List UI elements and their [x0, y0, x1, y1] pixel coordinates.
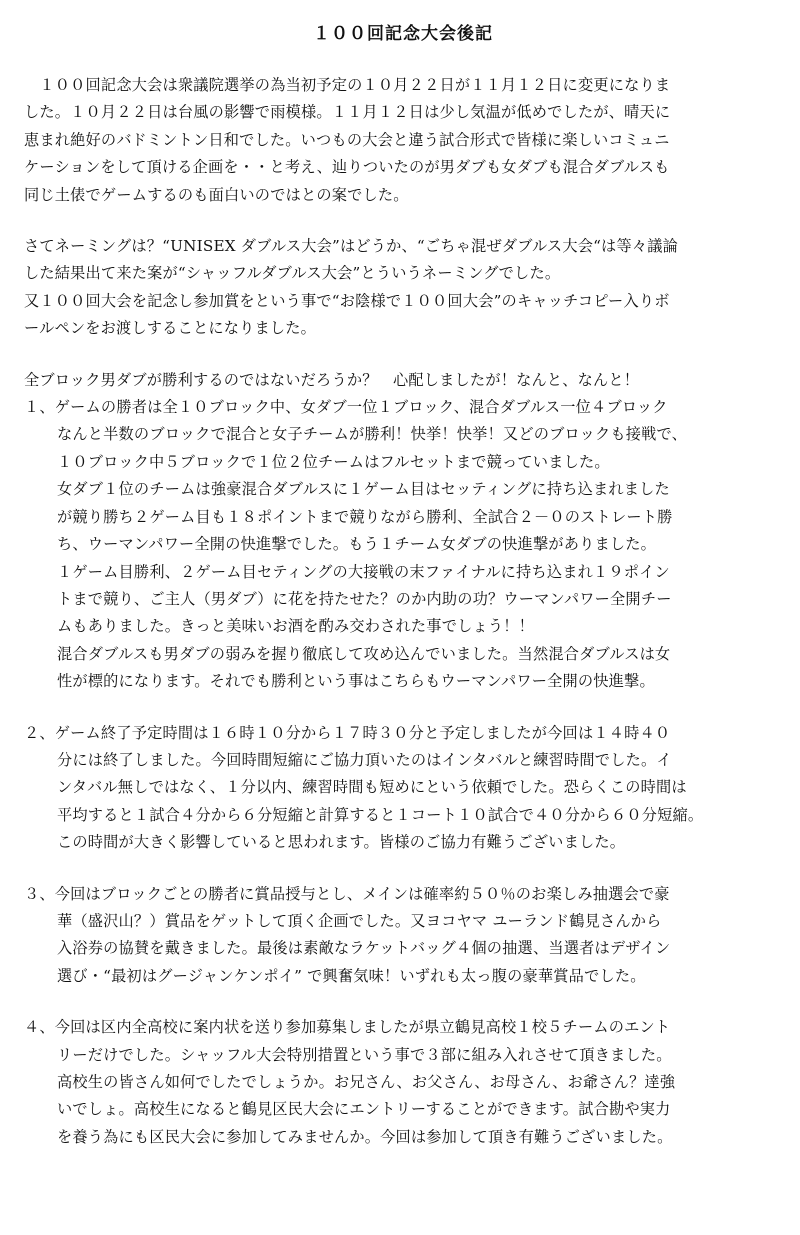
paragraph-naming [24, 233, 782, 343]
text-line: 混合ダブルスも男ダブの弱みを握り徹底して攻め込んでいました。当然混合ダブルスは女 [57, 644, 671, 663]
text-line: ンタバル無しではなく、１分以内、練習時間も短めにという依頼でした。恐らくこの時間は [57, 778, 687, 797]
list-item-2 [24, 720, 782, 857]
text-line: ３、今回はブロックごとの勝者に賞品授与とし、メインは確率約５０％のお楽しみ抽選会で豪 [24, 884, 670, 903]
text-line: 選び・“最初はグージャンケンポイ” で興奮気味！いずれも太っ腹の豪華賞品でした。 [57, 966, 646, 985]
list-item-1 [24, 394, 782, 695]
text-line: ４、今回は区内全高校に案内状を送り参加募集しましたが県立鶴見高校１校５チームのエント [24, 1018, 671, 1037]
text-line: 華（盛沢山？）賞品をゲットして頂く企画でした。又ヨコヤマ ユーランド鶴見さんから [57, 911, 662, 930]
text-line: なんと半数のブロックで混合と女子チームが勝利！快挙！快挙！又どのブロックも接戦で、 [57, 425, 687, 444]
text-line: した。１０月２２日は台風の影響で雨模様。１１月１２日は少し気温が低めでしたが、晴天に [24, 103, 671, 122]
text-line: ２、ゲーム終了予定時間は１６時１０分から１７時３０分と予定しましたが今回は１４時４０ [24, 723, 671, 742]
list-item-4 [24, 1014, 782, 1151]
text-line: 平均すると１試合４分から６分短縮と計算すると１コート１０試合で４０分から６０分短縮。 [57, 805, 704, 824]
text-line: 入浴券の協賛を戴きました。最後は素敵なラケットバッグ４個の抽選、当選者はデザイン [57, 939, 671, 958]
text-line: １ゲーム目勝利、２ゲーム目セティングの大接戦の末ファイナルに持ち込まれ１９ポイン [57, 562, 670, 581]
document-title: １００回記念大会後記 [313, 24, 493, 44]
text-line: 性が標的になります。それでも勝利という事はこちらもウーマンパワー全開の快進撃。 [57, 672, 655, 691]
text-line: 高校生の皆さん如何でしたでしょうか。お兄さん、お父さん、お母さん、お爺さん？逹強 [57, 1073, 676, 1091]
text-line: ち、ウーマンパワー全開の快進撃でした。もう１チーム女ダブの快進撃がありました。 [57, 535, 657, 554]
text-line: 又１００回大会を記念し参加賞をという事で“お陰様で１００回大会”のキャッチコピー入りボ [24, 291, 670, 310]
text-line: 恵まれ絶好のバドミントン日和でした。いつもの大会と違う試合形式で皆様に楽しいコミュニ [24, 130, 670, 149]
text-line: いでしょ。高校生になると鶴見区民大会にエントリーすることができます。試合勘や実力 [57, 1100, 671, 1119]
text-line: １０ブロック中５ブロックで１位２位チームはフルセットまで競っていました。 [57, 452, 610, 471]
text-line: した結果出て来た案が“シャッフルダブルス大会”とういうネーミングでした。 [24, 264, 561, 283]
list-item-3 [24, 881, 782, 991]
text-line: 女ダブ１位のチームは強豪混合ダブルスに１ゲーム目はセッティングに持ち込まれました [57, 480, 670, 499]
text-line: 同じ土俵でゲームするのも面白いのではとの案でした。 [24, 185, 409, 204]
text-line: さてネーミングは？“UNISEX ダブルス大会”はどうか、“ごちゃ混ぜダブルス大会“は等々議論 [24, 237, 678, 256]
text-line: １、ゲームの勝者は全１０ブロック中、女ダブ一位１ブロック、混合ダブルス一位４ブロック [24, 398, 668, 417]
paragraph-intro [24, 72, 782, 209]
text-line: が競り勝ち２ゲーム目も１８ポイントまで競りながら勝利、全試合２－０のストレート勝 [57, 507, 673, 526]
text-line: ールペンをお渡しすることになりました。 [24, 319, 317, 338]
text-line: ケーションをして頂ける企画を・・と考え、辿りついたのが男ダブも女ダブも混合ダブルスも [24, 158, 670, 177]
text-line: トまで競り、ご主人（男ダブ）に花を持たせた？のか内助の功？ウーマンパワー全開チー [57, 589, 672, 608]
intro-line: 全ブロック男ダブが勝利するのではないだろうか？ 心配しましたが！なんと、なんと！ [24, 370, 640, 389]
text-line: を養う為にも区民大会に参加してみませんか。今回は参加して頂き有難うございました。 [57, 1127, 673, 1146]
text-line: 分には終了しました。今回時間短縮にご協力頂いたのはインタバルと練習時間でした。イ [57, 750, 672, 769]
text-line: リーだけでした。シャッフル大会特別措置という事で３部に組み入れさせて頂きました。 [57, 1045, 672, 1064]
text-line: １００回記念大会は衆議院選挙の為当初予定の１０月２２日が１１月１２日に変更になりま [24, 76, 671, 94]
text-line: ムもありました。きっと美味いお酒を酌み交わされた事でしょう！！ [57, 617, 535, 636]
text-line: この時間が大きく影響していると思われます。皆様のご協力有難うございました。 [57, 833, 626, 852]
